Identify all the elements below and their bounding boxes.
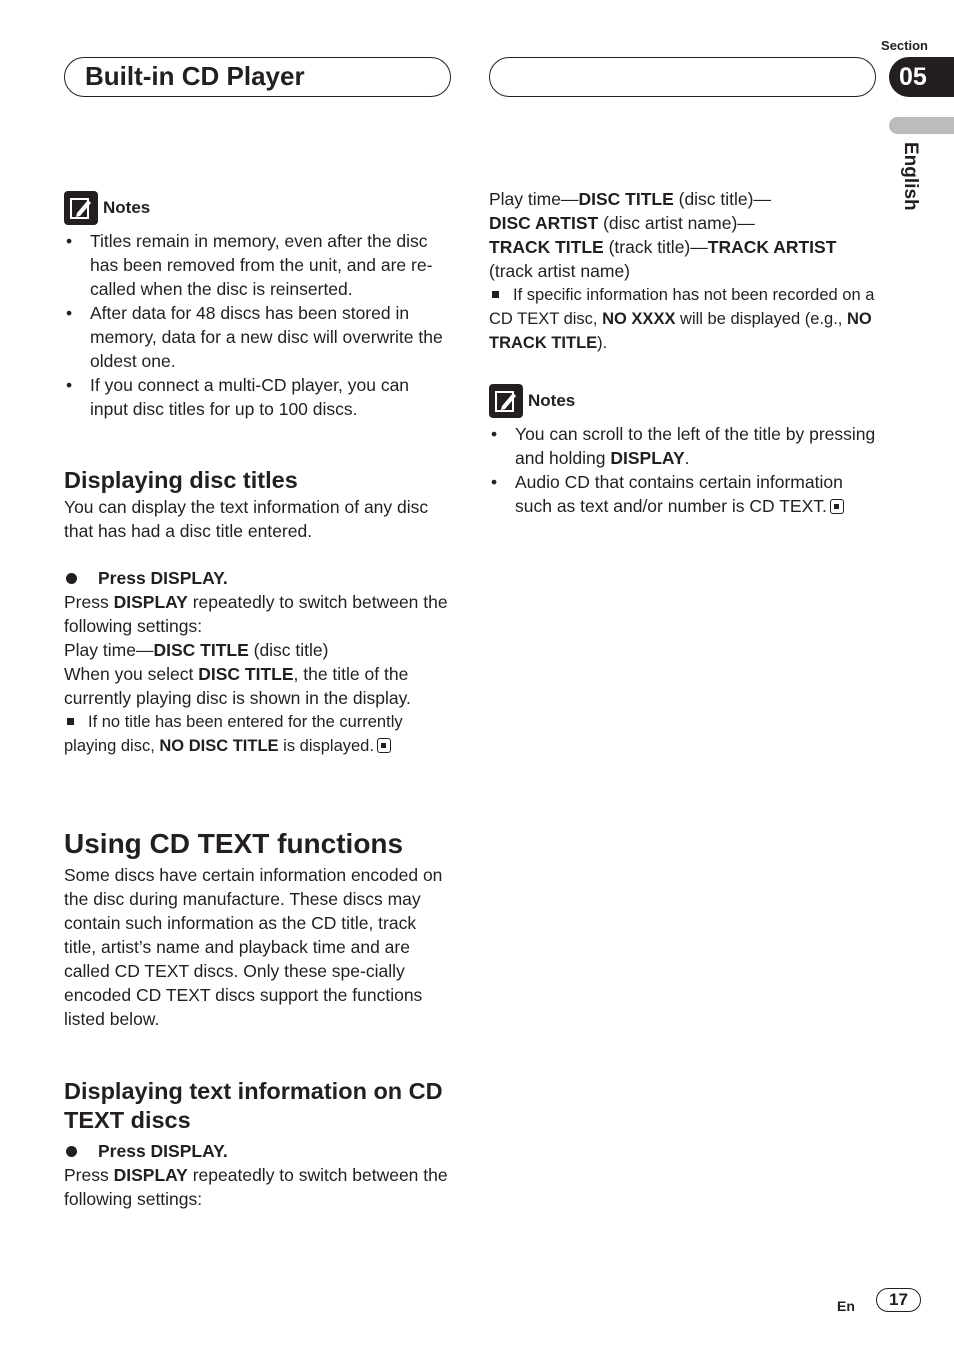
displaying-titles-intro: You can display the text information of any disc that has had a disc title entered. <box>64 497 429 541</box>
display-sequence: Play time—DISC TITLE (disc title)— DISC ARTIST (disc artist name)— TRACK TITLE (track title)—TRACK ARTIST (track artist name) <box>489 189 837 281</box>
notes-heading-text: Notes <box>528 391 576 410</box>
square-bullet-icon <box>67 718 74 725</box>
square-bullet-icon <box>492 291 499 298</box>
select-disc-title-text: When you select DISC TITLE, the title of the currently playing disc is shown in the display. <box>64 664 411 708</box>
list-item: • If you connect a multi-CD player, you can input disc titles for up to 100 discs. <box>64 373 449 421</box>
chapter-title-box <box>64 57 451 97</box>
page-number: 17 <box>876 1288 921 1312</box>
press-instructions: Press DISPLAY repeatedly to switch between the following settings: <box>64 592 448 636</box>
cd-text-body: Some discs have certain information encoded on the disc during manufacture. These discs may contain such information as the CD title, track title, artist’s name and playback time and are called CD TEXT discs. Only these spe-cially encoded CD TEXT discs support the functions listed below. <box>64 865 443 1029</box>
heading-using-cd-text: Using CD TEXT functions <box>64 828 404 859</box>
step-press-display-2 <box>64 1139 449 1163</box>
press-instructions-2: Press DISPLAY repeatedly to switch between the following settings: <box>64 1165 448 1209</box>
play-time-line: Play time—DISC TITLE (disc title) <box>64 640 329 660</box>
chapter-title: Built-in CD Player <box>85 61 305 91</box>
language-tab-label: English <box>900 142 921 211</box>
step-text: Press DISPLAY. <box>98 568 228 588</box>
language-tab-bar <box>889 117 954 134</box>
step-bullet-icon <box>66 573 77 584</box>
end-mark-icon <box>830 499 844 514</box>
list-item: • After data for 48 discs has been stored in memory, data for a new disc will overwrite the oldest one. <box>64 301 449 373</box>
section-label: Section <box>881 38 928 53</box>
notes-heading <box>64 191 449 225</box>
list-item: • You can scroll to the left of the title by pressing and holding DISPLAY. <box>489 422 879 470</box>
left-column <box>64 191 449 1211</box>
not-recorded-note: If specific information has not been recorded on a CD TEXT disc, NO XXXX will be displayed (e.g., NO TRACK TITLE). <box>489 286 875 352</box>
notes-heading-right <box>489 384 879 418</box>
pencil-note-icon <box>489 384 523 418</box>
notes-list <box>64 229 449 421</box>
end-mark-icon <box>377 738 391 753</box>
notes-heading-text: Notes <box>103 198 151 217</box>
header-empty-box <box>489 57 876 97</box>
step-press-display <box>64 566 449 590</box>
heading-displaying-disc-titles: Displaying disc titles <box>64 467 298 493</box>
list-item: • Titles remain in memory, even after the disc has been removed from the unit, and are re-called when the disc is reinserted. <box>64 229 449 301</box>
right-column <box>489 187 879 518</box>
section-number-badge: 05 <box>889 57 954 97</box>
no-title-note: If no title has been entered for the currently playing disc, NO DISC TITLE is displayed. <box>64 713 403 755</box>
heading-displaying-text-info: Displaying text information on CD TEXT discs <box>64 1078 443 1133</box>
footer-language: En <box>837 1298 855 1314</box>
pencil-note-icon <box>64 191 98 225</box>
list-item: • Audio CD that contains certain information such as text and/or number is CD TEXT. <box>489 470 879 518</box>
step-text: Press DISPLAY. <box>98 1141 228 1161</box>
notes-list-right <box>489 422 879 518</box>
step-bullet-icon <box>66 1146 77 1157</box>
